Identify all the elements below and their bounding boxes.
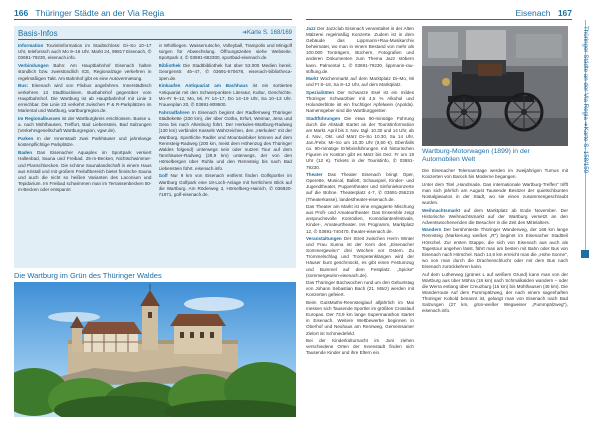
paragraph-keyword: Bus:	[18, 83, 29, 89]
paragraph-text: Der Streit zwischen Herrn Winter und Frau Sunna ist der Kern des „Eisenacher Sommergewinn" drei Wochen vor Ostern. Zu Trommelschlag und Trompetenklängen wird der Häuser bunt geschmückt, es gibt einen Festumzug und Bummel auf dem Festplatz. „Spicke" (sommergewinn-eisenach.de).	[306, 236, 414, 278]
paragraph-keyword: Jazz	[306, 26, 316, 31]
paragraph	[18, 136, 152, 148]
right-running-header	[306, 6, 572, 20]
paragraph-text: Das Theater Eisenach bringt Oper, Operette, Musical, Ballett, Schauspiel, Kinder- und Jugendtheater, Puppentheater und Sinfoniekonzerte auf die Bühne. Theaterplatz 4-7, ✆ 03691-256219 (Theaterkasse), landestheater-eisenach.de.	[306, 172, 414, 202]
info-columns	[18, 43, 292, 265]
paragraph-text: auf dem Marktplatz ab Ende November. Der Historische Weihnachtsmarkt auf der Wartburg versetzt an den Adventswochenenden die Besucher in die Zeit des Mittelalters.	[422, 207, 568, 225]
running-title: Eisenach	[515, 8, 551, 18]
map-reference: ➜Karte S. 168/169	[241, 30, 292, 36]
paragraph-keyword: Verbindungen	[18, 63, 49, 69]
paragraph	[18, 150, 152, 193]
paragraph-text: Beim GutsMuths-Rennsteiglauf alljährlich im Mai messen sich Tausende Sportler im größten Crosslauf Europas. Der 73,9 km lange Supermarathon startet in Eisenach. Weitere Wettbewerbe beginnen in Oberhof und Neuhaus am Rennweg. Gemeinsamer Zielort ist Schmiedefeld.	[306, 300, 414, 336]
paragraph-keyword: Fahrradfahren	[158, 109, 190, 115]
paragraph-keyword: Einkaufen Antiquariat am Bachhaus	[158, 83, 248, 89]
paragraph	[422, 272, 568, 315]
paragraph-keyword: Baden	[18, 150, 33, 156]
info-box-header	[18, 28, 292, 40]
wartburg-motorwagen-image	[422, 26, 568, 146]
paragraph-text: Wochenmarkt auf dem Marktplatz Di–Mo, Mi und Fr 8–16, Sa 8–12 Uhr, auf dem Marktplatz.	[306, 76, 414, 88]
right-page	[300, 0, 600, 424]
right-page-columns	[306, 26, 568, 418]
paragraph-text: Die etwa 90-minütige Führung durch die Altstadt startet an der Touristinformation am Markt. April bis 3. Nov. tägl. 10.30 und 14 Uhr, ab 4. Nov., Okt. und März Di–So 10.30, Sa 14 Uhr, Jan./Febr. Mi–So um 10.30 Uhr (9,50 €). Ebenfalls ca. 90-minütige Erlebnisführungen mit historischen Figuren im Kostüm gibt es März bis Dez. Fr um 19 Uhr (12 €). Tickets in der Touristinfo, ✆ 03691-79230.	[306, 115, 414, 170]
paragraph-text: Auf dem Lutherweg (grünes L auf weißem Grund) kann man von der Wartburg aus über Möhra (18 km) nach Schmalkalden wandern – oder die Werra entlang über Creuzburg (15 km) bis Mühlhausen (45 km). Die Wanderroute Auf dem Pummpälzweg, der nach einem sagenhaften Thüringer Kobold benannt ist, gelangt man von Eisenach nach Bad Salzungen (27 km, grün-weißer Wegweiser „Pummpälzweg"), eisenach.info.	[422, 271, 568, 314]
paragraph	[422, 208, 568, 226]
right-column-2-text	[422, 168, 568, 418]
paragraph	[18, 116, 152, 135]
paragraph	[422, 168, 568, 180]
paragraph-keyword: Spezialitäten	[306, 89, 335, 95]
paragraph-keyword: Weihnachtsmarkt	[422, 207, 461, 213]
right-column-1	[306, 26, 414, 418]
paragraph-text: In der Innenstadt zwei Parkhäuser und jahrelange kostenpflichtige Parkplätze.	[18, 136, 152, 148]
paragraph-keyword: Im Regionalbussen	[18, 116, 61, 122]
paragraph-text: Unter dem Titel „Handmade. Das internationale Wartburg-Treffen" trifft man sich jährlich am August Tausende Besitzer der quietschbunten Nostalgieautos in der Stadt, wo sie einen zusammengeschraubt wurden.	[422, 181, 568, 205]
paragraph-keyword: Markt	[306, 76, 319, 82]
paragraph-keyword: Theater	[306, 172, 323, 178]
paragraph-text: Die Eisenacher Telemanntage werden im zweijährigen Turnus mit Konzerten von Barock bis Moderne begangen.	[422, 168, 568, 180]
paragraph-text: Der Jazzclub Eisenach veranstaltet in der Alten Mälzerei regelmäßig Konzerte. Zudem ist in dem Gebäude das Lippmann+Rau-Musikarchiv beheimatet, wo man in einem Bestand von mehr als 100.000 Tonträgern, Büchern, Fotografien und anderen Dokumenten zum Thema Jazz stöbern kann. Palmental 1, ✆ 03691-79230, lippmann-rau-stiftung.de.	[306, 26, 414, 74]
left-running-header	[14, 6, 292, 20]
right-column-2	[422, 26, 568, 418]
paragraph-keyword: Bibliothek	[158, 63, 181, 69]
paragraph-text: Das Theater am Markt ist eine engagierte Mischung aus Profi- und Amateurtheater. Das Ensemble zeigt anspruchsvolle Komödien, Komödiantenfestivals, Kinder-, Amateurtheater. Ins Programm, Marktplatz 12, ✆ 03691-740470, theater-eisenach.de.	[306, 204, 414, 234]
paragraph-text: Bei der Kinderkulturnacht im Juni ziehen verschiedene Orten der Innenstadt finden sich Tausende Kinder und ihre Eltern ein.	[306, 338, 414, 356]
side-tab-text: Thüringer Städte an der Via Regia ➜Karte S. 158/159	[582, 26, 589, 174]
motorwagen-photo	[422, 26, 568, 146]
paragraph	[159, 110, 293, 172]
wartburg-photo	[14, 282, 296, 417]
paragraph	[159, 63, 293, 82]
paragraph	[422, 182, 568, 206]
paragraph	[306, 172, 414, 202]
paragraph	[159, 173, 293, 198]
page-number: 166	[14, 8, 29, 18]
paragraph-text: ist der Wartburgkreis erschlossen. Busse u. a. nach Mühlhausen, Treffurt, Bad Liebenstein, Bad Salzungen (Verkehrsgesellschaft Wartburgregion, vgwr.de).	[18, 116, 152, 134]
paragraph-text: In Eisenach beginnt der Radfernweg Thüringer Städtekette (230 km), der über Gotha, Erfurt, Weimar, Jena und Gera bis nach Altenburg führt. Der Herkules-Wartburg-Radweg (130 km) verbindet Kassels Wahrzeichen, den „Herkules" mit der Wartburg. Sportliche Radler und Mountainbiker können auf dem Rennsteig-Radweg (200 km, meist dem Höhenzug des Thüringer Waldes folgend) unterwegs sein oder nutzen Tour auf dem Tannhäuser-Radweg (28,9 km) unterwegs, der von den Hörselbergen über Ruhla und den Rennsteig bis nach Bad Liebenstein führt. eisenach.info.	[158, 109, 292, 171]
paragraph	[18, 83, 152, 114]
paragraph	[306, 300, 414, 337]
paragraph-text: Der berühmteste Thüringer Wanderweg, der 168 km lange Rennsteig (Markierung weißes „R") beginnt im Eisenacher Stadtteil Hörschel. Zur ersten Etappe, die sich von Eisenach aus auch als Tagestour angehen lässt, fährt man am besten mit Bahn oder Bus von Eisenach nach Hörschel. Nach 14,6 km erreicht man die „Hohe Sonne", wo von man durch die Drachenschlucht oder mit dem Bus nach Eisenach zurückkehren kann.	[422, 227, 568, 269]
paragraph-text: Das Eisenacher Aquaplex im Sportpark versiert Hallenbad, Sauna und Freibad. 25-m-Becken, Nichtschwimmer- und Planschbecken. Die schöne Saunalandschaft in einem Haus aus Kristall und mit großem Freiluftbereich bietet finnische Sauna und auch die nicht so heißen Varianten des Laconium und Tepidarium. Im Freibad schwimmen man im Terrassenbecken 50-m-Becken oder entspannt	[18, 150, 152, 193]
info-column-1	[18, 43, 152, 265]
motorwagen-caption: Wartburg-Motorwagen (1899) in der Automobilen Welt	[422, 148, 530, 163]
paragraph	[422, 227, 568, 270]
paragraph-keyword: Golf	[158, 173, 168, 179]
paragraph	[306, 26, 414, 75]
paragraph-text: Touristinformation im Stadtschloss: Di–So 10–17 Uhr, telefonisch auch Mo 9–16 Uhr. Markt 24, 99817 Eisenach, ✆ 03691-79230, eisenach.info.	[18, 43, 152, 61]
paragraph	[306, 280, 414, 298]
paragraph	[306, 338, 414, 356]
paragraph-text: Eisenach wird von Flixbus angefahren. Innerstädtisch verkehren 13 Stadtbuslinien. Busbahnhof gegenüber vom Hauptbahnhof. Die Wartburg ist ab Hauptbahnhof mit Linie 3 erreichbar. Die Linie 23 verkehrt zwischen P & R-Parkplätzen im Mariental und Wartburg, wartburgregion.de.	[18, 83, 152, 114]
wartburg-castle-image	[14, 282, 296, 417]
info-box-title: Basis-Infos	[18, 29, 58, 38]
paragraph	[18, 63, 152, 82]
paragraph	[159, 83, 293, 108]
paragraph	[306, 90, 414, 114]
paragraph-text: Die Stadtbibliothek hat über 53.000 Medien bereit. Georgenstr. 45–47, ✆ 03691-670678, eisenach-bibliotheca-open.de.	[158, 63, 292, 81]
paragraph	[306, 236, 414, 279]
paragraph-keyword: Wandern	[422, 227, 442, 233]
paragraph-keyword: Information	[18, 43, 44, 48]
paragraph-text: in Whirlliegen. Wasserrutsche, Volleyball, Trampolin und Minigolf sorgen für Abwechslung. Öffnungszeiten siehe Webseite. Sportpark 4, ✆ 03691-682300, sportbad-eisenach.de.	[158, 43, 292, 61]
paragraph	[306, 116, 414, 171]
photo-caption: Die Wartburg im Grün des Thüringer Waldes	[14, 271, 162, 280]
paragraph-text: Nur 9 km von Eisenach entfernt finden Golfsportler im Wartburg Golfpark eine 18-Loch-Anlage mit herrlichem Blick auf die Wartburg. Am Röderweg 3, Hörselberg-Hainich, ✆ 036920-71871, golf-eisenach.de.	[158, 173, 292, 198]
paragraph	[306, 204, 414, 234]
running-title: Thüringer Städte an der Via Regia	[35, 8, 165, 18]
paragraph-keyword: Veranstaltungen	[306, 236, 342, 242]
paragraph-keyword: Parken	[18, 136, 34, 142]
paragraph-text: Das Thüringer Bachwochen rund um den Geburtstag von Johann Sebastian Bach (21. März) werden mit Konzerten gefeiert.	[306, 280, 414, 298]
paragraph	[18, 43, 152, 62]
side-tab-marker	[581, 250, 589, 258]
basis-infos-box	[14, 26, 296, 268]
paragraph-text: Bahn: Am Hauptbahnhof Eisenach halten stündlich bzw. zweistündlich ICE, Regionalzüge verkehren in regelmäßigen Takt. Am Bahnhof gibt es eine Autovermietung.	[18, 63, 152, 81]
page-number: 167	[557, 8, 572, 18]
paragraph-keyword: Stadtführungen	[306, 115, 341, 121]
paragraph	[306, 76, 414, 88]
paragraph-text: ist ein sortiertes Antiquariat mit den Schwerpunkten Literatur, Kultur, Geschichte. Mo–Fr 9–12, Mo, Mi, Fr 14–17, Do 14–19 Uhr, Sa 10–13 Uhr. Frauenplan 20, ✆ 03691-809500.	[158, 83, 292, 108]
paragraph-text: Der Schwarze Esel ist ein mildes Thüringer Schwarzbier mit 4,5 % Alkohol und Holunderblüte ist ein fruchtiger Apfelwein (Apolda). Namensgeber sind die Wartburggeister.	[306, 89, 414, 114]
paragraph	[159, 43, 293, 62]
info-column-2	[159, 43, 293, 265]
